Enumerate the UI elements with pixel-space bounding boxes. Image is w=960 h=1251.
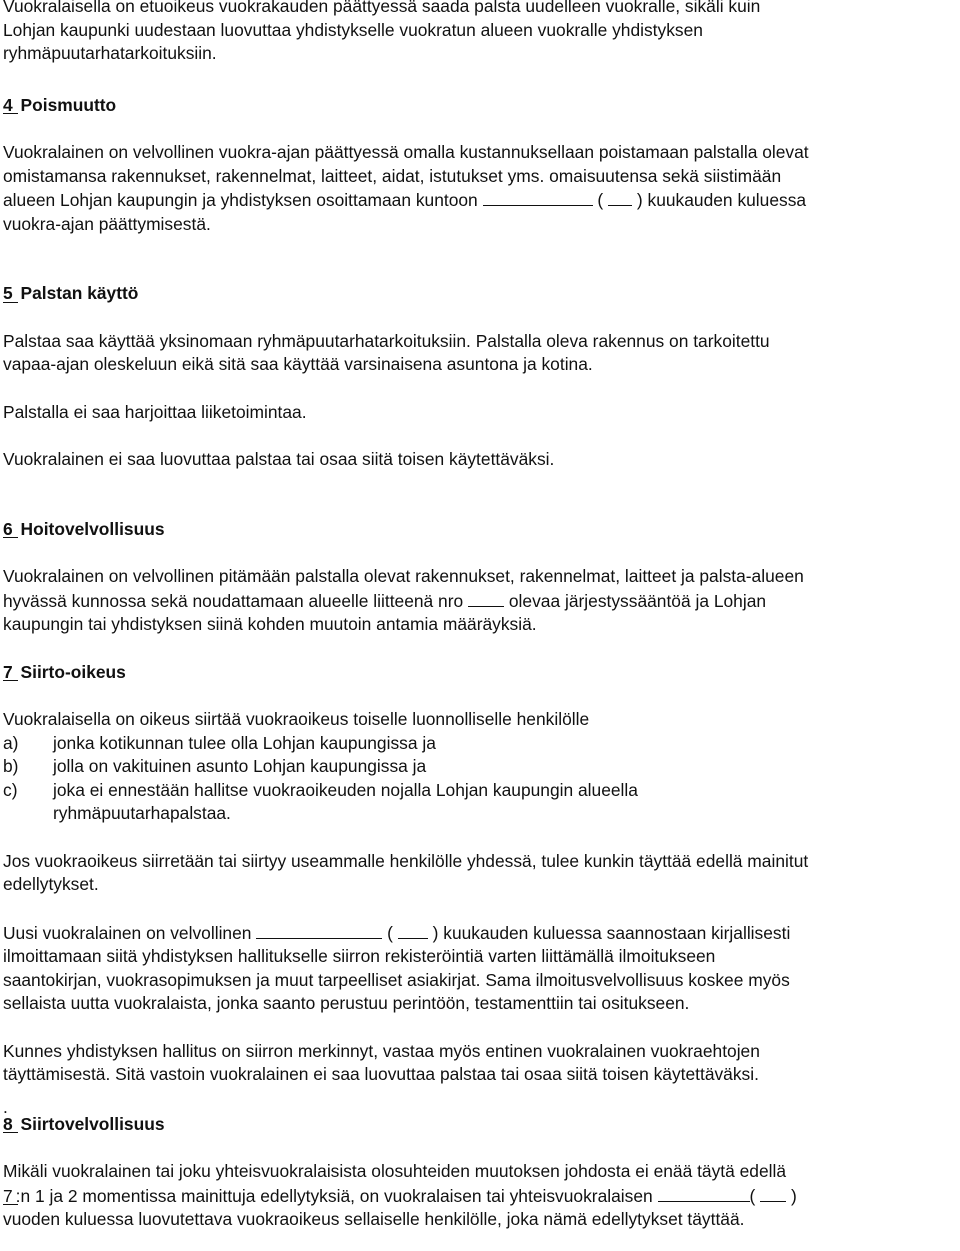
fill-in-blank[interactable] [658, 1184, 750, 1202]
section-4-heading [3, 94, 958, 118]
section-4-title: Poismuutto [20, 94, 117, 115]
section-7-lead: Vuokralaisella on oikeus siirtää vuokraoikeus toiselle luonnolliselle henkilölle [3, 709, 590, 729]
paren-open: ( [597, 190, 604, 210]
section-4-line-3: alueen Lohjan kaupungin ja yhdistyksen osoittamaan kuntoon [3, 190, 478, 210]
section-4-paragraph [3, 141, 958, 236]
section-8-heading [3, 1113, 958, 1137]
list-item [3, 755, 958, 779]
section-7-p4-line-2: täyttämisestä. Sitä vastoin vuokralainen ei saa luovuttaa palstaa tai osaa siitä toisen käytettäväksi. [3, 1064, 759, 1084]
section-6-line-1: Vuokralainen on velvollinen pitämään palstalla olevat rakennukset, rakennelmat, laitteet ja palsta-alueen [3, 566, 804, 586]
intro-paragraph [3, 0, 958, 66]
section-4-line-1: Vuokralainen on velvollinen vuokra-ajan päättyessä omalla kustannuksellaan poistamaan palstalla olevat [3, 142, 809, 162]
section-7-p3-line-3: saantokirjan, vuokrasopimuksen ja muut tarpeelliset asiakirjat. Sama ilmoitusvelvollisuus koskee myös [3, 969, 790, 990]
section-7-p2-line-2: edellytykset. [3, 874, 99, 894]
list-item-text-line-2: ryhmäpuutarhapalstaa. [53, 803, 231, 823]
section-5-p1-line-2: vapaa-ajan oleskeluun eikä sitä saa käyttää varsinaisena asuntona ja kotina. [3, 354, 593, 374]
section-4-line-2: omistamansa rakennukset, rakennelmat, laitteet, aidat, istutukset yms. omaisuutensa sekä siistimään [3, 165, 782, 186]
section-7-paragraph-4 [3, 1040, 958, 1087]
section-8-line-1: Mikäli vuokralainen tai joku yhteisvuokralaisista olosuhteiden muutoksen johdosta ei enää täytä edellä [3, 1161, 787, 1181]
fill-in-blank[interactable] [483, 188, 593, 206]
section-5-p1-line-1: Palstaa saa käyttää yksinomaan ryhmäpuutarhatarkoituksiin. Palstalla oleva rakennus on tarkoitettu [3, 330, 770, 351]
section-4-number: 4 [3, 94, 16, 118]
list-item-label: c) [3, 779, 18, 800]
section-6-paragraph [3, 565, 958, 637]
section-6-line-2-end: olevaa järjestyssääntöä ja Lohjan [508, 590, 767, 611]
section-8-title: Siirtovelvollisuus [20, 1113, 165, 1134]
section-8-number: 8 [3, 1113, 16, 1137]
section-5-paragraph-3: Vuokralainen ei saa luovuttaa palstaa tai osaa siitä toisen käytettäväksi. [3, 449, 555, 469]
section-8-paragraph [3, 1160, 958, 1232]
section-7-p4-line-1: Kunnes yhdistyksen hallitus on siirron merkinnyt, vastaa myös entinen vuokralainen vuokraehtojen [3, 1040, 760, 1061]
list-item-text [53, 779, 958, 826]
section-6-line-3: kaupungin tai yhdistyksen siinä kohden muutoin antamia määräyksiä. [3, 614, 537, 634]
paren-open: ( [387, 922, 393, 943]
list-item-label: b) [3, 756, 19, 776]
section-4-line-3-end: ) kuukauden kuluessa [636, 190, 807, 210]
fill-in-blank[interactable] [256, 921, 382, 939]
section-8-line-3: vuoden kuluessa luovutettava vuokraoikeus sellaiselle henkilölle, joka nämä edellytykset täyttää. [3, 1209, 745, 1229]
section-8-line-2: :n 1 ja 2 momentissa mainittuja edellytyksiä, on vuokralaisen tai yhteisvuokralaisen [15, 1185, 653, 1206]
stray-period: . [3, 1096, 8, 1117]
section-7-paragraph-3 [3, 921, 958, 1016]
intro-line-2: Lohjan kaupunki uudestaan luovuttaa yhdistykselle vuokratun alueen vuokralle yhdistyksen [3, 19, 703, 40]
list-item [3, 779, 958, 826]
list-item [3, 732, 958, 756]
section-7-number: 7 [3, 661, 16, 685]
section-6-title: Hoitovelvollisuus [20, 518, 165, 539]
list-item-label: a) [3, 732, 19, 753]
section-7-p3-line-1-end: ) kuukauden kuluessa saannostaan kirjallisesti [432, 922, 791, 943]
fill-in-blank-years[interactable] [760, 1184, 786, 1202]
section-6-line-2: hyvässä kunnossa sekä noudattamaan alueelle liitteenä nro [3, 590, 464, 611]
section-5-heading [3, 282, 958, 306]
section-7-p3-line-2: ilmoittamaan siitä yhdistyksen hallitukselle siirron rekisteröintiä varten liittämällä ilmoitukseen [3, 946, 716, 966]
section-6-heading [3, 518, 958, 542]
paren-open: ( [749, 1185, 756, 1206]
section-7-paragraph-2 [3, 850, 958, 897]
section-5-paragraph-1 [3, 330, 958, 377]
fill-in-blank-attachment[interactable] [468, 589, 504, 607]
section-6-number: 6 [3, 518, 16, 542]
paren-close: ) [791, 1185, 797, 1206]
section-5-title: Palstan käyttö [20, 283, 139, 303]
list-item-text: jonka kotikunnan tulee olla Lohjan kaupungissa ja [53, 732, 436, 753]
section-5-number: 5 [3, 282, 16, 306]
section-reference-number: 7 [3, 1185, 16, 1209]
list-item-text-line-1: joka ei ennestään hallitse vuokraoikeuden nojalla Lohjan kaupungin alueella [53, 779, 638, 800]
section-7-p3-line-4: sellaista uutta vuokralaista, jonka saanto perustuu perintöön, testamenttiin tai ositukseen. [3, 993, 690, 1013]
section-7-heading [3, 661, 958, 685]
intro-line-3: ryhmäpuutarhatarkoituksiin. [3, 43, 217, 63]
intro-line-1: Vuokralaisella on etuoikeus vuokrakauden päättyessä saada palsta uudelleen vuokralle, sikäli kuin [3, 0, 761, 16]
fill-in-blank-months[interactable] [398, 921, 428, 939]
section-7-p2-line-1: Jos vuokraoikeus siirretään tai siirtyy useammalle henkilölle yhdessä, tulee kunkin täyttää edellä mainitut [3, 850, 809, 871]
list-item-text: jolla on vakituinen asunto Lohjan kaupungissa ja [53, 756, 427, 776]
section-4-line-4: vuokra-ajan päättymisestä. [3, 213, 211, 234]
document-page [3, 0, 958, 1232]
section-7-title: Siirto-oikeus [20, 661, 126, 682]
fill-in-blank-months[interactable] [608, 188, 632, 206]
section-7-p3-line-1: Uusi vuokralainen on velvollinen [3, 922, 252, 943]
section-5-paragraph-2: Palstalla ei saa harjoittaa liiketoimintaa. [3, 401, 307, 422]
